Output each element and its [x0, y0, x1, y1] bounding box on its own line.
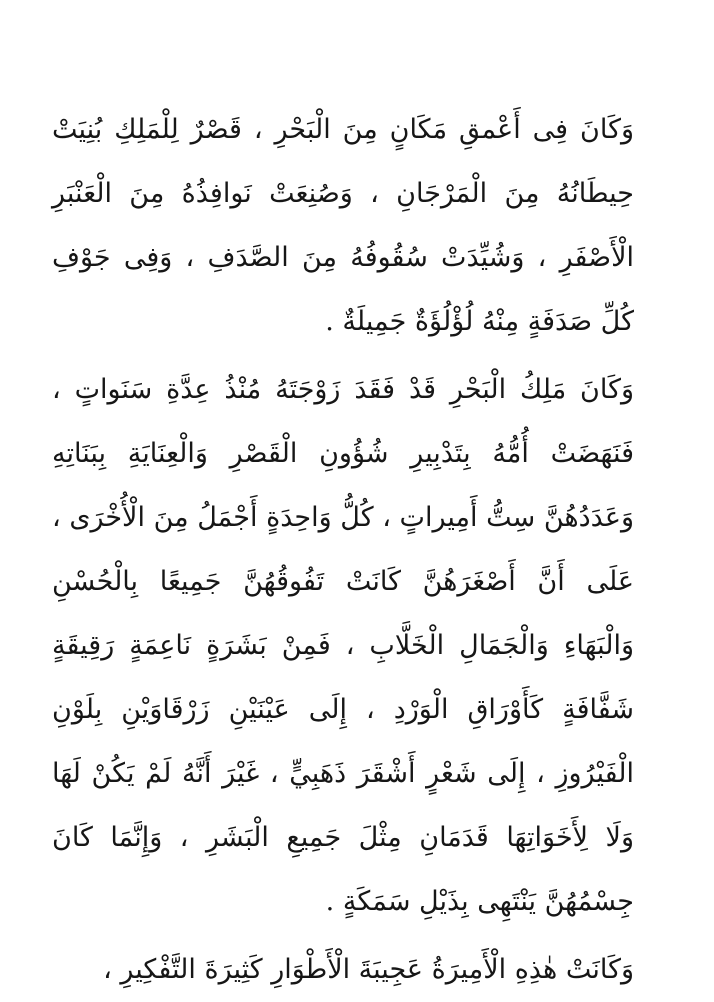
paragraph-3 — [52, 938, 656, 1002]
paragraph-text: وَكَانَتْ هٰذِهِ الْأَمِيرَةُ عَجِيبَةَ الْأَطْوَارِ كَثِيرَةَ التَّفْكِيرِ ، — [103, 954, 634, 985]
paragraph-text: وَكَانَ مَلِكُ الْبَحْرِ قَدْ فَقَدَ زَوْجَتَهُ مُنْذُ عِدَّةِ سَنَواتٍ ، فَنَهَضَتْ أُمُّهُ بِتَدْبِيرِ شُؤُونِ الْقَصْرِ وَالْعِنَايَةِ بِبَنَاتِهِ وَعَدَدُهُنَّ سِتُّ أَمِيراتٍ ، كُلُّ وَاحِدَةٍ أَجْمَلُ مِنَ الْأُخْرَى ، عَلَى أَنَّ أَصْغَرَهُنَّ كَانَتْ تَفُوقُهُنَّ جَمِيعًا بِالْحُسْنِ وَالْبَهَاءِ وَالْجَمَالِ الْخَلَّابِ ، فَمِنْ بَشَرَةٍ نَاعِمَةٍ رَقِيقَةٍ شَفَّافَةٍ كَأَوْرَاقِ الْوَرْدِ ، إِلَى عَيْنَيْنِ زَرْقَاوَيْنِ بِلَوْنِ الْفَيْرُوزِ ، إِلَى شَعْرٍ أَشْقَرَ ذَهَبِيٍّ ، غَيْرَ أَنَّهُ لَمْ يَكُنْ لَهَا وَلَا لِأَخَوَاتِهَا قَدَمَانِ مِثْلَ جَمِيعِ الْبَشَرِ ، وَإِنَّمَا كَانَ جِسْمُهُنَّ يَنْتَهِى بِذَيْلِ سَمَكَةٍ . — [52, 374, 634, 917]
paragraph-2 — [52, 358, 656, 934]
paragraph-1 — [52, 98, 656, 354]
page-text — [52, 98, 656, 1002]
paragraph-text: وَكَانَ فِى أَعْمقِ مَكَانٍ مِنَ الْبَحْرِ ، قَصْرٌ لِلْمَلِكِ بُنِيَتْ حِيطَانُهُ مِنَ الْمَرْجَانِ ، وَصُنِعَتْ نَوافِذُهُ مِنَ الْعَنْبَرِ الْأَصْفَرِ ، وَشُيِّدَتْ سُقُوفُهُ مِنَ الصَّدَفِ ، وَفِى جَوْفِ كُلِّ صَدَفَةٍ مِنْهُ لُؤْلُؤَةٌ جَمِيلَةٌ . — [52, 114, 634, 337]
